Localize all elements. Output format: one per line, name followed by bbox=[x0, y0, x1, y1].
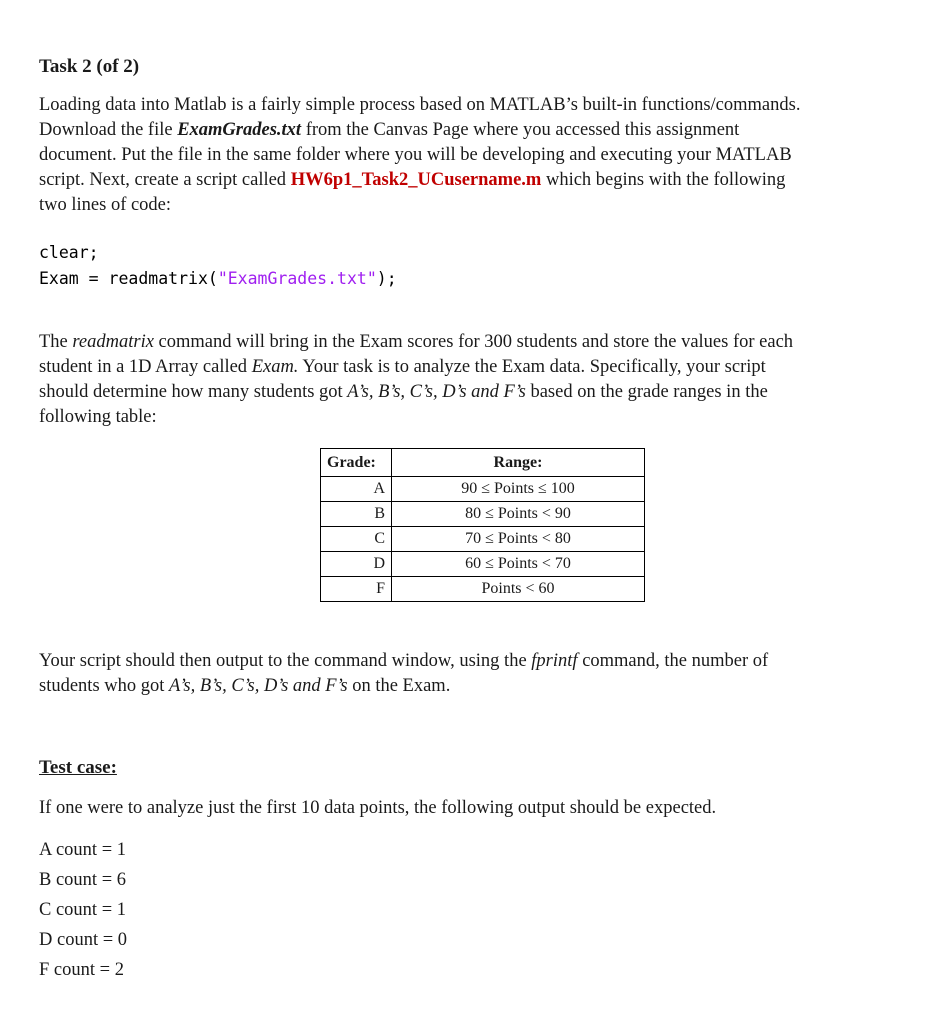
table-row bbox=[321, 552, 645, 577]
script-file-name: HW6p1_Task2_UCusername.m bbox=[290, 170, 542, 190]
text: on the Exam. bbox=[347, 676, 451, 696]
task-line-1 bbox=[39, 330, 793, 355]
range-cell: 90 ≤ Points ≤ 100 bbox=[392, 477, 645, 502]
text: command, the number of bbox=[577, 651, 769, 671]
text: student in a 1D Array called bbox=[39, 357, 252, 377]
text: based on the grade ranges in the bbox=[525, 382, 768, 402]
grades-term: A’s, B’s, C’s, D’s and F’s bbox=[169, 676, 348, 696]
code-line-1: clear; bbox=[39, 243, 99, 262]
range-cell: 80 ≤ Points < 90 bbox=[392, 502, 645, 527]
intro-line-1: Loading data into Matlab is a fairly simple process based on MATLAB’s built-in functions/commands. bbox=[39, 95, 801, 115]
task-line-3 bbox=[39, 380, 793, 405]
exam-variable-term: Exam. bbox=[251, 357, 299, 377]
task-paragraph bbox=[39, 330, 793, 430]
text: from the Canvas Page where you accessed this assignment bbox=[301, 120, 740, 140]
expected-output-list bbox=[39, 835, 127, 985]
range-cell: 60 ≤ Points < 70 bbox=[392, 552, 645, 577]
code-text: ); bbox=[376, 269, 397, 288]
grade-cell: B bbox=[321, 502, 392, 527]
fprintf-term: fprintf bbox=[531, 651, 578, 671]
range-cell: Points < 60 bbox=[392, 577, 645, 602]
output-paragraph bbox=[39, 649, 768, 699]
count-line-f: F count = 2 bbox=[39, 960, 124, 980]
intro-line-5: two lines of code: bbox=[39, 195, 172, 215]
code-text: Exam = readmatrix( bbox=[39, 269, 218, 288]
intro-line-2 bbox=[39, 118, 800, 143]
task-heading: Task 2 (of 2) bbox=[39, 56, 140, 77]
code-string: "ExamGrades.txt" bbox=[217, 269, 377, 288]
code-line-2 bbox=[39, 266, 397, 292]
grade-range-table bbox=[320, 448, 645, 602]
grade-header: Grade: bbox=[321, 449, 392, 477]
grade-cell: D bbox=[321, 552, 392, 577]
range-cell: 70 ≤ Points < 80 bbox=[392, 527, 645, 552]
text: Your script should then output to the command window, using the bbox=[39, 651, 532, 671]
table-header-row bbox=[321, 449, 645, 477]
range-header: Range: bbox=[392, 449, 645, 477]
task-line-2 bbox=[39, 355, 793, 380]
text: which begins with the following bbox=[541, 170, 786, 190]
readmatrix-term: readmatrix bbox=[72, 332, 154, 352]
count-line-d: D count = 0 bbox=[39, 930, 128, 950]
task-line-4: following table: bbox=[39, 407, 157, 427]
output-line-2 bbox=[39, 674, 768, 699]
text: command will bring in the Exam scores for 300 students and store the values for each bbox=[153, 332, 794, 352]
grade-cell: A bbox=[321, 477, 392, 502]
code-block bbox=[39, 240, 397, 292]
grades-term: A’s, B’s, C’s, D’s and F’s bbox=[347, 382, 526, 402]
table-row bbox=[321, 502, 645, 527]
count-line-a: A count = 1 bbox=[39, 840, 126, 860]
grade-cell: F bbox=[321, 577, 392, 602]
text: students who got bbox=[39, 676, 170, 696]
text: The bbox=[39, 332, 73, 352]
text: Download the file bbox=[39, 120, 178, 140]
text: should determine how many students got bbox=[39, 382, 348, 402]
intro-line-3: document. Put the file in the same folder where you will be developing and executing your MATLAB bbox=[39, 145, 792, 165]
intro-paragraph bbox=[39, 93, 800, 218]
table-row bbox=[321, 577, 645, 602]
text: script. Next, create a script called bbox=[39, 170, 291, 190]
test-description-line: If one were to analyze just the first 10 data points, the following output should be expected. bbox=[39, 798, 717, 818]
count-line-c: C count = 1 bbox=[39, 900, 126, 920]
intro-line-4 bbox=[39, 168, 800, 193]
test-case-description bbox=[39, 796, 716, 821]
table-row bbox=[321, 527, 645, 552]
output-line-1 bbox=[39, 649, 768, 674]
text: Your task is to analyze the Exam data. Specifically, your script bbox=[298, 357, 766, 377]
test-case-title: Test case: bbox=[39, 757, 117, 778]
table-row bbox=[321, 477, 645, 502]
data-file-name: ExamGrades.txt bbox=[177, 120, 302, 140]
grade-cell: C bbox=[321, 527, 392, 552]
count-line-b: B count = 6 bbox=[39, 870, 126, 890]
